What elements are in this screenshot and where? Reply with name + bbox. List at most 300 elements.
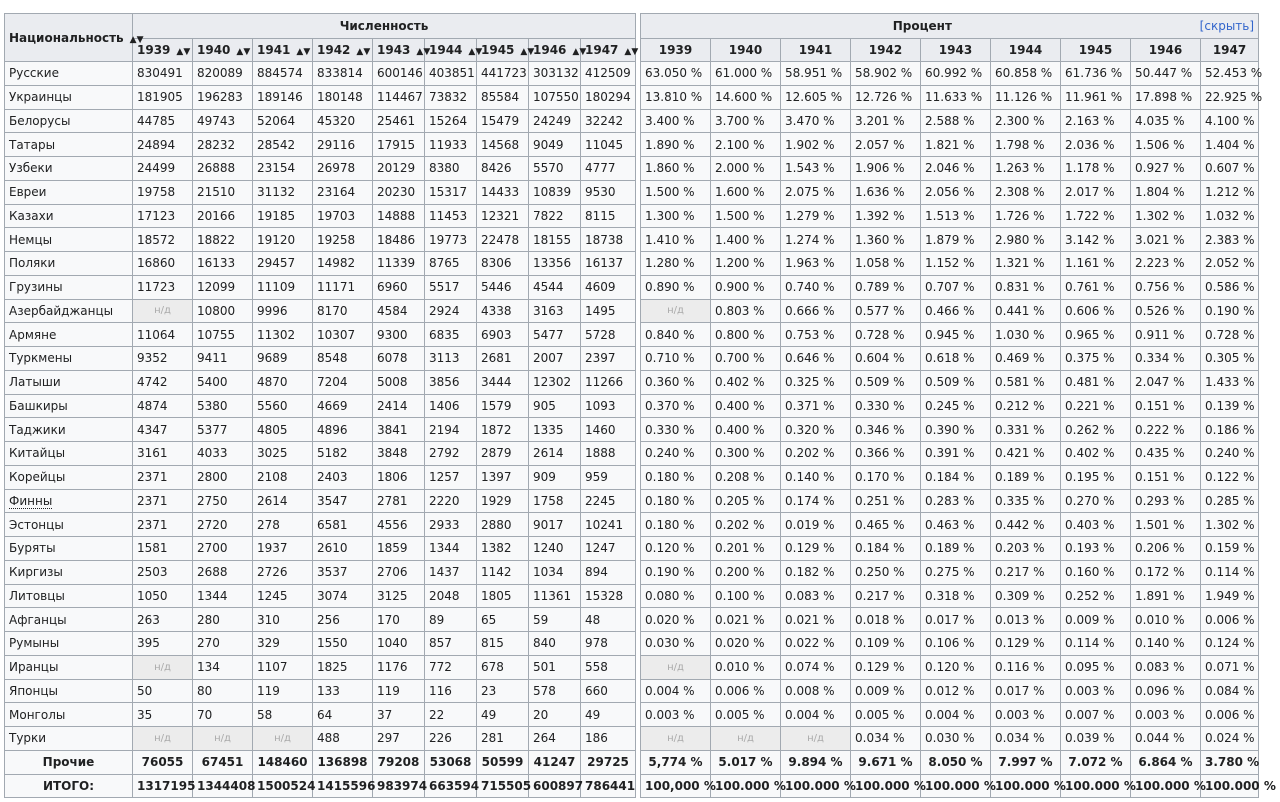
percent-cell: 0.330 % bbox=[641, 418, 711, 442]
percent-cell: 0.245 % bbox=[921, 394, 991, 418]
percent-cell: 0.189 % bbox=[991, 465, 1061, 489]
percent-group-header bbox=[641, 14, 1259, 39]
sort-icon[interactable]: ▲▼ bbox=[236, 47, 251, 57]
percent-cell: 0.022 % bbox=[781, 632, 851, 656]
count-year-header[interactable] bbox=[253, 39, 313, 62]
count-year-header[interactable] bbox=[193, 39, 253, 62]
count-cell: 9352 bbox=[133, 347, 193, 371]
table-row bbox=[641, 347, 1259, 371]
count-cell: 23 bbox=[477, 679, 529, 703]
percent-cell: 2.036 % bbox=[1061, 133, 1131, 157]
count-year-header[interactable] bbox=[425, 39, 483, 62]
percent-cell: 0.360 % bbox=[641, 370, 711, 394]
percent-cell: 0.170 % bbox=[851, 465, 921, 489]
count-cell: 50 bbox=[133, 679, 193, 703]
nationality-cell bbox=[5, 228, 133, 252]
sort-icon[interactable]: ▲▼ bbox=[520, 47, 535, 57]
count-cell: 50599 bbox=[477, 750, 529, 774]
count-cell: 820089 bbox=[193, 62, 253, 86]
percent-cell: 0.186 % bbox=[1201, 418, 1259, 442]
percent-cell: 0.756 % bbox=[1131, 275, 1201, 299]
count-cell: 3547 bbox=[313, 489, 373, 513]
count-cell: 4874 bbox=[133, 394, 193, 418]
table-row bbox=[641, 228, 1259, 252]
count-cell: 64 bbox=[313, 703, 373, 727]
percent-cell: 12.726 % bbox=[851, 85, 921, 109]
sort-icon[interactable]: ▲▼ bbox=[624, 47, 639, 57]
percent-cell: 0.402 % bbox=[711, 370, 781, 394]
count-cell: 3537 bbox=[313, 560, 373, 584]
nationality-name: Буряты bbox=[9, 541, 56, 556]
count-cell: 16860 bbox=[133, 252, 193, 276]
count-cell: 264 bbox=[529, 727, 581, 751]
nationality-name: Казахи bbox=[9, 208, 54, 223]
count-cell: 441723 bbox=[477, 62, 529, 86]
count-cell: 2220 bbox=[425, 489, 477, 513]
table-row bbox=[641, 85, 1259, 109]
percent-cell: 0.421 % bbox=[991, 442, 1061, 466]
table-row bbox=[641, 394, 1259, 418]
percent-cell: 63.050 % bbox=[641, 62, 711, 86]
count-cell: 29725 bbox=[581, 750, 636, 774]
percent-cell: 0.172 % bbox=[1131, 560, 1201, 584]
count-cell: 1344 bbox=[425, 537, 477, 561]
table-row bbox=[5, 62, 636, 86]
count-cell: 1415596 bbox=[313, 774, 373, 798]
nationality-cell bbox=[5, 655, 133, 679]
count-cell: 2792 bbox=[425, 442, 477, 466]
percent-cell: 1.410 % bbox=[641, 228, 711, 252]
count-cell: 2933 bbox=[425, 513, 477, 537]
count-cell: 1245 bbox=[253, 584, 313, 608]
count-table bbox=[4, 13, 639, 798]
percent-cell: 0.120 % bbox=[641, 537, 711, 561]
count-cell: 2403 bbox=[313, 465, 373, 489]
count-cell: 403851 bbox=[425, 62, 477, 86]
count-cell: 226 bbox=[425, 727, 477, 751]
nationality-cell bbox=[5, 727, 133, 751]
count-cell: 395 bbox=[133, 632, 193, 656]
count-cell: 1806 bbox=[373, 465, 425, 489]
count-cell: 52064 bbox=[253, 109, 313, 133]
nationality-name: Японцы bbox=[9, 683, 59, 698]
nationality-cell bbox=[5, 347, 133, 371]
percent-cell: 0.346 % bbox=[851, 418, 921, 442]
percent-year-header: 1944 bbox=[991, 39, 1061, 62]
percent-cell: 2.100 % bbox=[711, 133, 781, 157]
count-cell: 15328 bbox=[581, 584, 636, 608]
nationality-header[interactable] bbox=[5, 14, 144, 62]
sort-icon[interactable]: ▲▼ bbox=[356, 47, 371, 57]
count-cell: 14433 bbox=[477, 180, 529, 204]
count-cell: 170 bbox=[373, 608, 425, 632]
percent-cell: 2.052 % bbox=[1201, 252, 1259, 276]
percent-cell: 0.140 % bbox=[781, 465, 851, 489]
count-cell: 37 bbox=[373, 703, 425, 727]
nationality-name: Немцы bbox=[9, 232, 53, 247]
count-cell: 20 bbox=[529, 703, 581, 727]
count-cell: 1142 bbox=[477, 560, 529, 584]
count-cell: 18155 bbox=[529, 228, 581, 252]
percent-cell: 1.392 % bbox=[851, 204, 921, 228]
count-cell: 663594 bbox=[425, 774, 477, 798]
percent-cell: 0.129 % bbox=[991, 632, 1061, 656]
percent-year-header: 1946 bbox=[1131, 39, 1201, 62]
percent-cell: 100.000 % bbox=[991, 774, 1061, 798]
count-cell: 18486 bbox=[373, 228, 425, 252]
nationality-name: Татары bbox=[9, 137, 56, 152]
count-cell: 270 bbox=[193, 632, 253, 656]
percent-cell: 0.010 % bbox=[711, 655, 781, 679]
percent-cell: 0.100 % bbox=[711, 584, 781, 608]
percent-cell: 0.441 % bbox=[991, 299, 1061, 323]
percent-cell: 0.465 % bbox=[851, 513, 921, 537]
percent-cell: 0.217 % bbox=[851, 584, 921, 608]
percent-cell: 1.860 % bbox=[641, 157, 711, 181]
sort-icon[interactable]: ▲▼ bbox=[416, 47, 431, 57]
nationality-cell bbox=[5, 299, 133, 323]
count-cell: 11339 bbox=[373, 252, 425, 276]
count-cell: 9017 bbox=[529, 513, 581, 537]
percent-cell: 3.201 % bbox=[851, 109, 921, 133]
percent-cell: 0.003 % bbox=[1131, 703, 1201, 727]
table-row bbox=[5, 560, 636, 584]
percent-cell: 11.961 % bbox=[1061, 85, 1131, 109]
count-cell: 1093 bbox=[581, 394, 636, 418]
percent-cell: 1.722 % bbox=[1061, 204, 1131, 228]
count-cell: 2880 bbox=[477, 513, 529, 537]
nationality-name: Румыны bbox=[9, 636, 60, 651]
count-cell: 29457 bbox=[253, 252, 313, 276]
percent-cell: 0.400 % bbox=[711, 394, 781, 418]
percent-cell: 0.021 % bbox=[781, 608, 851, 632]
percent-cell: 100.000 % bbox=[921, 774, 991, 798]
count-cell: 2688 bbox=[193, 560, 253, 584]
percent-cell: 0.366 % bbox=[851, 442, 921, 466]
na-cell: н/д bbox=[253, 727, 313, 751]
nationality-name: Евреи bbox=[9, 185, 47, 200]
count-cell: 830491 bbox=[133, 62, 193, 86]
count-cell: 59 bbox=[529, 608, 581, 632]
percent-cell: 0.203 % bbox=[991, 537, 1061, 561]
percent-cell: 0.305 % bbox=[1201, 347, 1259, 371]
count-cell: 5380 bbox=[193, 394, 253, 418]
percent-cell: 0.831 % bbox=[991, 275, 1061, 299]
count-cell: 909 bbox=[529, 465, 581, 489]
nationality-name: Литовцы bbox=[9, 588, 65, 603]
table-row bbox=[641, 204, 1259, 228]
count-cell: 5477 bbox=[529, 323, 581, 347]
count-cell: 3025 bbox=[253, 442, 313, 466]
count-cell: 4609 bbox=[581, 275, 636, 299]
nationality-cell bbox=[5, 85, 133, 109]
sort-icon[interactable]: ▲▼ bbox=[176, 47, 191, 57]
percent-cell: 0.124 % bbox=[1201, 632, 1259, 656]
percent-cell: 0.252 % bbox=[1061, 584, 1131, 608]
hide-link[interactable]: [скрыть] bbox=[1199, 19, 1255, 33]
percent-cell: 0.250 % bbox=[851, 560, 921, 584]
count-cell: 5517 bbox=[425, 275, 477, 299]
count-cell: 4584 bbox=[373, 299, 425, 323]
sort-icon[interactable]: ▲▼ bbox=[468, 47, 483, 57]
nationality-name: Латыши bbox=[9, 375, 61, 390]
percent-cell: 0.927 % bbox=[1131, 157, 1201, 181]
nationality-name: Поляки bbox=[9, 256, 56, 271]
percent-cell: 0.109 % bbox=[851, 632, 921, 656]
table-row bbox=[641, 109, 1259, 133]
nationality-cell bbox=[5, 442, 133, 466]
percent-cell: 0.391 % bbox=[921, 442, 991, 466]
count-cell: 5182 bbox=[313, 442, 373, 466]
percent-cell: 0.034 % bbox=[851, 727, 921, 751]
percent-cell: 0.275 % bbox=[921, 560, 991, 584]
percent-cell: 0.012 % bbox=[921, 679, 991, 703]
percent-cell: 2.308 % bbox=[991, 180, 1061, 204]
table-row bbox=[5, 228, 636, 252]
count-cell: 17123 bbox=[133, 204, 193, 228]
percent-cell: 0.003 % bbox=[991, 703, 1061, 727]
count-cell: 67451 bbox=[193, 750, 253, 774]
count-cell: 6581 bbox=[313, 513, 373, 537]
nationality-link[interactable]: Финны bbox=[9, 493, 53, 508]
count-cell: 12302 bbox=[529, 370, 581, 394]
percent-cell: 3.700 % bbox=[711, 109, 781, 133]
table-row bbox=[5, 632, 636, 656]
count-year-header[interactable] bbox=[477, 39, 535, 62]
nationality-cell bbox=[5, 323, 133, 347]
percent-cell: 0.481 % bbox=[1061, 370, 1131, 394]
percent-cell: 7.997 % bbox=[991, 750, 1061, 774]
percent-cell: 0.270 % bbox=[1061, 489, 1131, 513]
percent-cell: 0.202 % bbox=[711, 513, 781, 537]
sort-icon[interactable]: ▲▼ bbox=[572, 47, 587, 57]
count-cell: 3125 bbox=[373, 584, 425, 608]
count-group-header: Численность bbox=[133, 14, 636, 39]
percent-cell: 0.371 % bbox=[781, 394, 851, 418]
count-cell: 1937 bbox=[253, 537, 313, 561]
count-year-header[interactable] bbox=[373, 39, 431, 62]
table-row bbox=[641, 703, 1259, 727]
table-row bbox=[641, 584, 1259, 608]
nationality-cell bbox=[5, 513, 133, 537]
count-cell: 35 bbox=[133, 703, 193, 727]
nationality-cell bbox=[5, 133, 133, 157]
count-cell: 8115 bbox=[581, 204, 636, 228]
nationality-cell bbox=[5, 679, 133, 703]
percent-cell: 3.400 % bbox=[641, 109, 711, 133]
count-cell: 25461 bbox=[373, 109, 425, 133]
count-cell: 3074 bbox=[313, 584, 373, 608]
percent-cell: 0.083 % bbox=[1131, 655, 1201, 679]
count-cell: 11171 bbox=[313, 275, 373, 299]
count-cell: 2781 bbox=[373, 489, 425, 513]
percent-cell: 0.003 % bbox=[1061, 679, 1131, 703]
percent-cell: 9.671 % bbox=[851, 750, 921, 774]
count-cell: 11453 bbox=[425, 204, 477, 228]
nationality-name: ИТОГО: bbox=[42, 778, 95, 793]
count-year-header[interactable] bbox=[313, 39, 373, 62]
table-row bbox=[5, 133, 636, 157]
percent-cell: 0.202 % bbox=[781, 442, 851, 466]
count-cell: 2924 bbox=[425, 299, 477, 323]
count-cell: 181905 bbox=[133, 85, 193, 109]
table-row bbox=[5, 347, 636, 371]
count-cell: 18822 bbox=[193, 228, 253, 252]
count-cell: 412509 bbox=[581, 62, 636, 86]
count-cell: 134 bbox=[193, 655, 253, 679]
percent-cell: 1.890 % bbox=[641, 133, 711, 157]
table-row bbox=[641, 513, 1259, 537]
nationality-cell bbox=[5, 584, 133, 608]
count-cell: 1397 bbox=[477, 465, 529, 489]
count-cell: 1344408 bbox=[193, 774, 253, 798]
percent-cell: 0.006 % bbox=[711, 679, 781, 703]
count-cell: 1247 bbox=[581, 537, 636, 561]
count-cell: 1579 bbox=[477, 394, 529, 418]
percent-cell: 0.740 % bbox=[781, 275, 851, 299]
table-row bbox=[5, 323, 636, 347]
count-cell: 2194 bbox=[425, 418, 477, 442]
count-cell: 678 bbox=[477, 655, 529, 679]
percent-cell: 4.100 % bbox=[1201, 109, 1259, 133]
percent-cell: 0.006 % bbox=[1201, 608, 1259, 632]
count-cell: 1859 bbox=[373, 537, 425, 561]
count-cell: 4870 bbox=[253, 370, 313, 394]
count-cell: 833814 bbox=[313, 62, 373, 86]
percent-cell: 0.728 % bbox=[851, 323, 921, 347]
count-year-label: 1939 bbox=[137, 43, 171, 57]
percent-cell: 0.122 % bbox=[1201, 465, 1259, 489]
percent-cell: 0.618 % bbox=[921, 347, 991, 371]
sort-icon[interactable]: ▲▼ bbox=[129, 34, 144, 45]
percent-cell: 0.044 % bbox=[1131, 727, 1201, 751]
count-cell: 32242 bbox=[581, 109, 636, 133]
count-cell: 857 bbox=[425, 632, 477, 656]
percent-cell: 0.017 % bbox=[921, 608, 991, 632]
na-cell: н/д bbox=[641, 299, 711, 323]
count-cell: 4347 bbox=[133, 418, 193, 442]
count-cell: 4669 bbox=[313, 394, 373, 418]
count-cell: 2706 bbox=[373, 560, 425, 584]
percent-cell: 0.710 % bbox=[641, 347, 711, 371]
count-cell: 29116 bbox=[313, 133, 373, 157]
table-row bbox=[641, 608, 1259, 632]
count-cell: 4777 bbox=[581, 157, 636, 181]
count-cell: 23164 bbox=[313, 180, 373, 204]
count-year-header[interactable] bbox=[581, 39, 639, 62]
percent-cell: 0.318 % bbox=[921, 584, 991, 608]
percent-year-header: 1945 bbox=[1061, 39, 1131, 62]
count-cell: 10839 bbox=[529, 180, 581, 204]
percent-cell: 1.321 % bbox=[991, 252, 1061, 276]
sort-icon[interactable]: ▲▼ bbox=[296, 47, 311, 57]
percent-cell: 52.453 % bbox=[1201, 62, 1259, 86]
count-cell: 6835 bbox=[425, 323, 477, 347]
count-cell: 660 bbox=[581, 679, 636, 703]
percent-cell: 0.300 % bbox=[711, 442, 781, 466]
percent-cell: 1.500 % bbox=[641, 180, 711, 204]
percent-cell: 0.334 % bbox=[1131, 347, 1201, 371]
count-cell: 5570 bbox=[529, 157, 581, 181]
count-cell: 1240 bbox=[529, 537, 581, 561]
percent-cell: 0.193 % bbox=[1061, 537, 1131, 561]
percent-cell: 0.262 % bbox=[1061, 418, 1131, 442]
percent-cell: 1.506 % bbox=[1131, 133, 1201, 157]
percent-cell: 0.184 % bbox=[851, 537, 921, 561]
percent-cell: 0.189 % bbox=[921, 537, 991, 561]
count-cell: 2007 bbox=[529, 347, 581, 371]
percent-cell: 2.046 % bbox=[921, 157, 991, 181]
na-cell: н/д bbox=[641, 655, 711, 679]
count-cell: 107550 bbox=[529, 85, 581, 109]
percent-cell: 0.666 % bbox=[781, 299, 851, 323]
count-cell: 278 bbox=[253, 513, 313, 537]
count-cell: 9300 bbox=[373, 323, 425, 347]
count-cell: 329 bbox=[253, 632, 313, 656]
count-cell: 6078 bbox=[373, 347, 425, 371]
percent-cell: 100.000 % bbox=[1131, 774, 1201, 798]
percent-cell: 0.577 % bbox=[851, 299, 921, 323]
percent-cell: 1.726 % bbox=[991, 204, 1061, 228]
percent-cell: 0.190 % bbox=[1201, 299, 1259, 323]
percent-cell: 0.800 % bbox=[711, 323, 781, 347]
percent-cell: 0.700 % bbox=[711, 347, 781, 371]
percent-cell: 2.223 % bbox=[1131, 252, 1201, 276]
count-cell: 815 bbox=[477, 632, 529, 656]
percent-cell: 100.000 % bbox=[1061, 774, 1131, 798]
percent-cell: 2.000 % bbox=[711, 157, 781, 181]
table-row bbox=[5, 608, 636, 632]
percent-cell: 2.980 % bbox=[991, 228, 1061, 252]
percent-cell: 0.095 % bbox=[1061, 655, 1131, 679]
percent-cell: 0.526 % bbox=[1131, 299, 1201, 323]
count-cell: 136898 bbox=[313, 750, 373, 774]
percent-cell: 1.302 % bbox=[1131, 204, 1201, 228]
count-cell: 9530 bbox=[581, 180, 636, 204]
percent-cell: 61.736 % bbox=[1061, 62, 1131, 86]
percent-cell: 0.728 % bbox=[1201, 323, 1259, 347]
percent-cell: 0.509 % bbox=[921, 370, 991, 394]
nationality-cell bbox=[5, 275, 133, 299]
percent-cell: 1.501 % bbox=[1131, 513, 1201, 537]
nationality-name: Русские bbox=[9, 66, 59, 81]
count-cell: 24249 bbox=[529, 109, 581, 133]
percent-cell: 0.435 % bbox=[1131, 442, 1201, 466]
table-row bbox=[5, 584, 636, 608]
count-cell: 18572 bbox=[133, 228, 193, 252]
count-cell: 26978 bbox=[313, 157, 373, 181]
count-cell: 22478 bbox=[477, 228, 529, 252]
count-cell: 49743 bbox=[193, 109, 253, 133]
count-cell: 501 bbox=[529, 655, 581, 679]
count-cell: 19185 bbox=[253, 204, 313, 228]
count-cell: 116 bbox=[425, 679, 477, 703]
percent-cell: 0.020 % bbox=[711, 632, 781, 656]
percent-cell: 2.300 % bbox=[991, 109, 1061, 133]
percent-cell: 1.280 % bbox=[641, 252, 711, 276]
count-cell: 1460 bbox=[581, 418, 636, 442]
count-year-header[interactable] bbox=[529, 39, 587, 62]
percent-cell: 1.152 % bbox=[921, 252, 991, 276]
percent-cell: 1.600 % bbox=[711, 180, 781, 204]
percent-cell: 0.120 % bbox=[921, 655, 991, 679]
table-row bbox=[641, 679, 1259, 703]
nationality-cell bbox=[5, 632, 133, 656]
count-cell: 600897 bbox=[529, 774, 581, 798]
summary-row bbox=[5, 774, 636, 798]
count-cell: 180294 bbox=[581, 85, 636, 109]
table-row bbox=[5, 655, 636, 679]
